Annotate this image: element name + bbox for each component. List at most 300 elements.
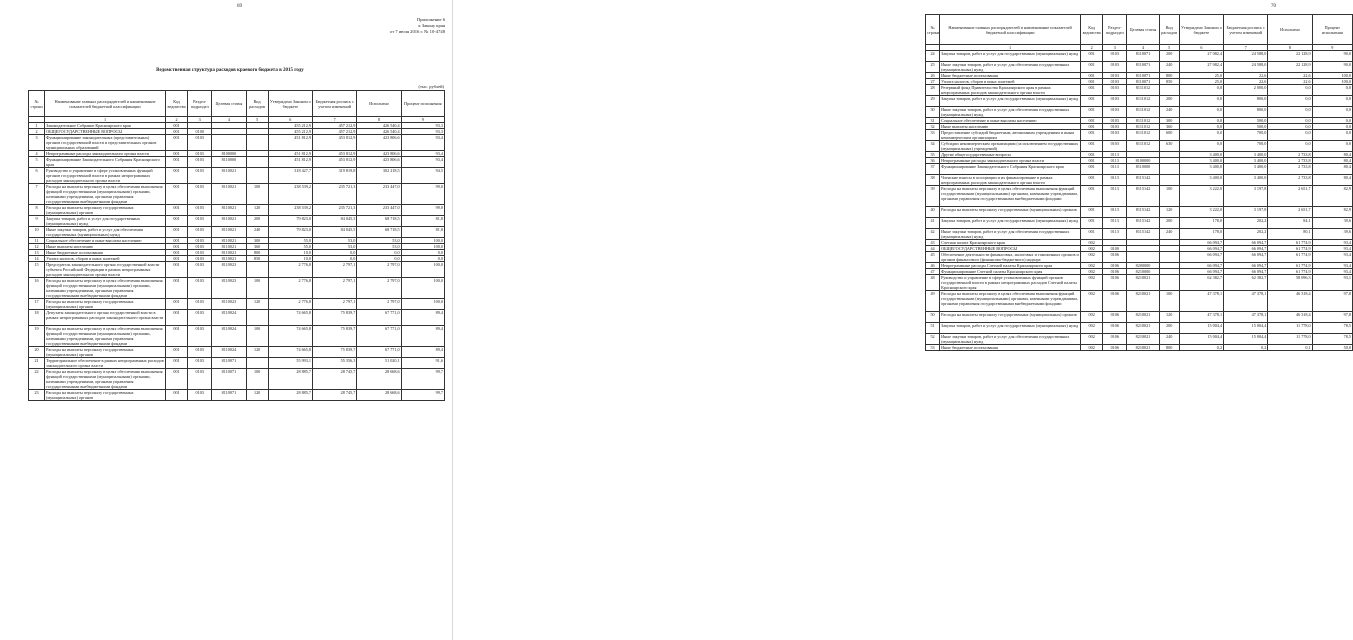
table-cell: 0,2 — [1224, 345, 1268, 351]
table-cell: 90,0 — [1312, 62, 1352, 73]
row-number-cell: 44 — [926, 246, 940, 252]
table-cell: 84,1 — [1268, 218, 1312, 229]
column-header: Целевая статья — [212, 91, 246, 117]
table-cell: 0113 — [1103, 229, 1127, 240]
table-cell: 0103 — [188, 358, 212, 369]
row-number-cell: 8 — [29, 205, 45, 216]
table-cell: 0103 — [1103, 51, 1127, 62]
table-cell: 0,0 — [1312, 107, 1352, 118]
table-cell: 0106 — [1103, 334, 1127, 345]
table-cell: 0103 — [188, 278, 212, 299]
row-label-cell: ОБЩЕГОСУДАРСТВЕННЫЕ ВОПРОСЫ — [940, 246, 1081, 252]
table-cell: 0103 — [188, 299, 212, 310]
table-cell: 8210021 — [1127, 323, 1159, 334]
table-cell: 8210021 — [1127, 345, 1159, 351]
row-number-cell: 50 — [926, 312, 940, 323]
table-cell: 93,4 — [1312, 252, 1352, 263]
row-number-cell: 52 — [926, 334, 940, 345]
column-header: Процент исполнения — [1312, 15, 1352, 45]
row-label-cell: Расходы на выплаты персоналу государственных (муниципальных) органов — [45, 299, 166, 310]
table-cell: 423 806,6 — [357, 135, 401, 151]
table-cell: 10,0 — [268, 250, 312, 256]
table-cell: 93,4 — [401, 135, 444, 151]
row-label-cell: Функционирование Законодательного Собрания Красноярского края — [940, 164, 1081, 175]
table-cell: 001 — [1081, 207, 1103, 218]
row-number-cell: 23 — [29, 390, 45, 401]
table-row — [926, 175, 1353, 186]
table-cell: 001 — [165, 250, 187, 256]
table-cell: 0,0 — [1268, 96, 1312, 107]
table-cell: 24 588,0 — [1224, 51, 1268, 62]
row-number-cell: 39 — [926, 186, 940, 207]
table-cell: 8210021 — [1127, 334, 1159, 345]
table-cell: 66 094,7 — [1179, 263, 1223, 269]
units-note: (тыс. рублей) — [418, 84, 444, 89]
table-cell: 28 668,6 — [357, 390, 401, 401]
table-cell: 0,0 — [1312, 141, 1352, 152]
table-cell: 002 — [1081, 269, 1103, 275]
table-row — [926, 51, 1353, 62]
table-cell: 451 812,9 — [268, 135, 312, 151]
row-label-cell: Расходы на выплаты персоналу в целях обеспечения выполнения функций государственными (муниципальными) органами, казенными учреждениями, органами управления государственными внебюджетными фондами — [940, 291, 1081, 312]
column-number-cell: 4 — [212, 117, 246, 123]
table-cell: 90,0 — [1312, 51, 1352, 62]
table-cell: 0106 — [1103, 323, 1127, 334]
table-cell: 53,0 — [357, 238, 401, 244]
table-cell: 68 718,5 — [357, 227, 401, 238]
table-cell: 001 — [1081, 152, 1103, 158]
row-label-cell: Иные бюджетные ассигнования — [940, 345, 1081, 351]
row-number-cell: 15 — [29, 262, 45, 278]
row-label-cell: Предоставление субсидий бюджетным, автономным учреждениям и иным некоммерческим организациям — [940, 130, 1081, 141]
table-cell: 001 — [165, 129, 187, 135]
table-cell: 66 094,7 — [1179, 269, 1223, 275]
table-cell: 202,2 — [1224, 229, 1268, 240]
table-cell: 2 000,0 — [1224, 85, 1268, 96]
table-cell: 3 400,0 — [1224, 175, 1268, 186]
table-cell: 99,0 — [401, 205, 444, 216]
table-cell: 0103 — [188, 151, 212, 157]
row-number-cell: 10 — [29, 227, 45, 238]
table-cell: 39,6 — [1312, 229, 1352, 240]
table-cell: 001 — [165, 184, 187, 205]
table-cell: 81,8 — [401, 227, 444, 238]
table-cell: 500,0 — [1224, 124, 1268, 130]
row-label-cell: Социальное обеспечение и иные выплаты населению — [45, 238, 166, 244]
table-cell: 0,2 — [1179, 345, 1223, 351]
table-row — [29, 278, 445, 299]
column-number-cell: 1 — [940, 45, 1081, 51]
table-cell: 22 128,9 — [1268, 62, 1312, 73]
table-cell: 300 — [246, 238, 268, 244]
table-cell: 0,0 — [1179, 141, 1223, 152]
table-cell — [1159, 85, 1179, 96]
table-cell: 28 885,7 — [268, 369, 312, 390]
column-header: Бюджетная роспись с учетом изменений — [313, 91, 357, 117]
table-cell: 80,4 — [1312, 152, 1352, 158]
table-cell: 8110071 — [212, 369, 246, 390]
row-number-cell: 46 — [926, 263, 940, 269]
table-cell: 0103 — [1103, 96, 1127, 107]
table-cell: 66 094,7 — [1224, 246, 1268, 252]
column-header: Код ведомства — [1081, 15, 1103, 45]
table-row — [926, 291, 1353, 312]
table-cell: 0,0 — [1312, 85, 1352, 96]
column-header: Код ведомства — [165, 91, 187, 117]
table-cell: 0,1 — [1268, 345, 1312, 351]
table-cell: 8110021 — [212, 250, 246, 256]
table-cell: 55,0 — [268, 244, 312, 250]
table-cell: 8110024 — [212, 326, 246, 347]
table-cell: 233 447,0 — [357, 205, 401, 216]
table-row — [926, 275, 1353, 291]
table-cell: 001 — [1081, 175, 1103, 186]
table-cell — [246, 157, 268, 168]
row-label-cell: Функционирование Счетной палаты Красноярского края — [940, 269, 1081, 275]
row-label-cell: Непрограммные расходы Счетной палаты Красноярского края — [940, 263, 1081, 269]
table-cell: 0103 — [188, 184, 212, 205]
table-row — [926, 252, 1353, 263]
table-cell: 0103 — [188, 369, 212, 390]
table-cell: 001 — [1081, 62, 1103, 73]
table-cell: 80,1 — [1268, 229, 1312, 240]
table-cell: 8110071 — [1127, 73, 1159, 79]
table-cell: 53,0 — [313, 238, 357, 244]
table-cell: 15 004,4 — [1179, 323, 1223, 334]
table-cell: 100 — [1159, 291, 1179, 312]
table-cell: 8110021 — [212, 244, 246, 250]
table-cell: 66 094,7 — [1179, 246, 1223, 252]
row-number-cell: 26 — [926, 73, 940, 79]
table-row — [29, 157, 445, 168]
row-number-cell: 31 — [926, 118, 940, 124]
row-label-cell: Счетная палата Красноярского края — [940, 240, 1081, 246]
table-row — [29, 205, 445, 216]
page-number: 69 — [237, 4, 242, 9]
table-cell: 178,0 — [1179, 218, 1223, 229]
table-cell: 47 378,1 — [1224, 312, 1268, 323]
column-header: № строки — [29, 91, 45, 117]
table-cell: 0103 — [1103, 130, 1127, 141]
table-cell: 0100 — [1103, 246, 1127, 252]
row-number-cell: 19 — [29, 326, 45, 347]
table-cell: 100,0 — [401, 278, 444, 299]
row-number-cell: 1 — [29, 123, 45, 129]
table-cell: 360 — [1159, 124, 1179, 130]
row-number-cell: 13 — [29, 250, 45, 256]
column-header: Исполнено — [357, 91, 401, 117]
table-cell: 61 774,9 — [1268, 269, 1312, 275]
column-number-cell: 9 — [401, 117, 444, 123]
table-cell: 8110000 — [212, 157, 246, 168]
table-cell: 80,4 — [1312, 164, 1352, 175]
table-cell: 3 197,8 — [1224, 207, 1268, 218]
table-cell: 240 — [1159, 62, 1179, 73]
table-cell: 0103 — [188, 262, 212, 278]
table-cell: 0,0 — [357, 256, 401, 262]
table-cell: 2 776,8 — [268, 262, 312, 278]
table-cell: 001 — [1081, 73, 1103, 79]
column-number-cell: 5 — [1159, 45, 1179, 51]
table-cell: 453 812,9 — [313, 135, 357, 151]
table-cell: 002 — [1081, 323, 1103, 334]
table-cell: 800 — [1159, 345, 1179, 351]
table-row — [29, 369, 445, 390]
table-cell: 39,6 — [1312, 218, 1352, 229]
table-cell: 22,6 — [1268, 79, 1312, 85]
table-cell: 2 651,7 — [1268, 207, 1312, 218]
table-cell: 8110024 — [212, 310, 246, 326]
table-cell: 426 540,4 — [357, 123, 401, 129]
row-label-cell: Расходы на выплаты персоналу в целях обеспечения выполнения функций государственными (муниципальными) органами, казенными учреждениями, органами управления государственными внебюджетными фондами — [45, 369, 166, 390]
table-cell: 55 993,1 — [268, 358, 312, 369]
table-cell: 100 — [246, 278, 268, 299]
table-cell: 66 094,7 — [1179, 240, 1223, 246]
table-cell: 426 540,4 — [357, 129, 401, 135]
table-row — [926, 334, 1353, 345]
table-cell: 75 839,7 — [313, 347, 357, 358]
table-cell: 94,5 — [401, 168, 444, 184]
table-cell: 120 — [246, 390, 268, 401]
table-row — [29, 299, 445, 310]
table-cell: 001 — [1081, 229, 1103, 240]
table-cell: 800 — [1159, 73, 1179, 79]
table-cell: 423 806,6 — [357, 151, 401, 157]
table-cell: 0,0 — [1268, 85, 1312, 96]
table-cell: 002 — [1081, 240, 1103, 246]
table-cell: 27 082,4 — [1179, 62, 1223, 73]
table-cell: 0103 — [188, 238, 212, 244]
table-cell: 93,4 — [401, 151, 444, 157]
table-cell: 0,0 — [1179, 107, 1223, 118]
table-cell: 300 — [1159, 118, 1179, 124]
row-number-cell: 21 — [29, 358, 45, 369]
row-label-cell: Расходы на выплаты персоналу государственных (муниципальных) органов — [940, 207, 1081, 218]
table-cell — [212, 135, 246, 151]
table-cell: 2 797,1 — [313, 278, 357, 299]
row-label-cell: Уплата налогов, сборов и иных платежей — [940, 79, 1081, 85]
table-cell: 93,3 — [401, 123, 444, 129]
row-number-cell: 33 — [926, 130, 940, 141]
table-cell: 8110071 — [212, 390, 246, 401]
table-cell: 100 — [246, 369, 268, 390]
table-cell: 3 400,0 — [1224, 158, 1268, 164]
column-number-cell: 9 — [1312, 45, 1352, 51]
table-cell — [1159, 164, 1179, 175]
table-cell: 0,0 — [357, 250, 401, 256]
table-cell: 001 — [1081, 51, 1103, 62]
table-cell: 120 — [246, 347, 268, 358]
table-cell: 93,4 — [1312, 269, 1352, 275]
row-label-cell: Расходы на выплаты персоналу в целях обеспечения выполнения функций государственными (муниципальными) органами, казенными учреждениями, органами управления государственными внебюджетными фондами — [940, 186, 1081, 207]
row-number-cell: 5 — [29, 157, 45, 168]
table-cell: 75 839,7 — [313, 326, 357, 347]
table-cell: 46 318,4 — [1268, 291, 1312, 312]
table-cell: 0106 — [1103, 275, 1127, 291]
table-cell: 74 665,8 — [268, 310, 312, 326]
table-cell: 2 733,8 — [1268, 164, 1312, 175]
table-cell: 8115142 — [1127, 175, 1159, 186]
row-number-cell: 53 — [926, 345, 940, 351]
table-cell: 2 797,0 — [357, 299, 401, 310]
table-cell: 8110023 — [212, 262, 246, 278]
table-cell: 8110021 — [212, 227, 246, 238]
table-cell: 8111012 — [1127, 124, 1159, 130]
row-label-cell: Руководство и управление в сфере установленных функций органов государственной власти в рамках непрограммных расходов законодательного органа власти — [45, 168, 166, 184]
table-cell: 2 733,8 — [1268, 152, 1312, 158]
table-cell: 001 — [165, 256, 187, 262]
table-cell: 200 — [1159, 96, 1179, 107]
table-cell: 0103 — [188, 250, 212, 256]
table-cell: 61 774,9 — [1268, 263, 1312, 269]
table-cell: 93,4 — [1312, 246, 1352, 252]
table-cell: 8110000 — [1127, 164, 1159, 175]
table-cell: 001 — [165, 278, 187, 299]
column-number-cell: 2 — [1081, 45, 1103, 51]
table-cell: 0103 — [188, 216, 212, 227]
column-number-cell: 5 — [246, 117, 268, 123]
column-number-cell: 1 — [45, 117, 166, 123]
table-cell: 8110021 — [212, 205, 246, 216]
table-cell: 2 733,8 — [1268, 175, 1312, 186]
table-cell: 67 771,0 — [357, 347, 401, 358]
table-cell: 8111012 — [1127, 118, 1159, 124]
appendix-line: от 7 июля 2016 г. № 10-4748 — [389, 29, 445, 34]
column-number-cell: 3 — [188, 117, 212, 123]
table-cell: 8115142 — [1127, 218, 1159, 229]
table-cell: 0,0 — [401, 250, 444, 256]
table-cell: 0103 — [188, 227, 212, 238]
table-row — [29, 216, 445, 227]
row-number-cell: 32 — [926, 124, 940, 130]
table-cell: 457 212,9 — [313, 129, 357, 135]
row-label-cell: Председатель законодательного органа государственной власти субъекта Российской Федерации в рамках непрограммных расходов законодательного органа власти — [45, 262, 166, 278]
table-cell: 8100000 — [212, 151, 246, 157]
table-cell: 200 — [246, 216, 268, 227]
table-cell: 22,6 — [1224, 79, 1268, 85]
table-cell: 2 797,0 — [357, 262, 401, 278]
table-row — [29, 347, 445, 358]
row-number-cell: 47 — [926, 269, 940, 275]
table-cell: 302 218,5 — [357, 168, 401, 184]
row-number-cell: 28 — [926, 85, 940, 96]
table-cell: 28 745,7 — [313, 390, 357, 401]
row-number-cell: 11 — [29, 238, 45, 244]
table-cell: 100,0 — [401, 238, 444, 244]
table-cell: 700,0 — [1224, 141, 1268, 152]
table-cell: 0103 — [188, 244, 212, 250]
row-label-cell: Непрограммные расходы законодательного органа власти — [45, 151, 166, 157]
table-cell: 0,0 — [1312, 124, 1352, 130]
table-row — [29, 135, 445, 151]
table-cell: 100,0 — [401, 244, 444, 250]
column-number-cell: 7 — [313, 117, 357, 123]
row-label-cell: Функционирование Законодательного Собрания Красноярского края — [45, 157, 166, 168]
row-number-cell: 29 — [926, 96, 940, 107]
table-cell: 3 400,0 — [1224, 152, 1268, 158]
table-cell: 8110023 — [212, 299, 246, 310]
table-cell: 235 721,3 — [313, 184, 357, 205]
table-cell: 001 — [165, 262, 187, 278]
row-number-cell: 51 — [926, 323, 940, 334]
table-cell: 84 045,5 — [313, 216, 357, 227]
column-number-cell: 8 — [357, 117, 401, 123]
table-cell: 800,0 — [1224, 107, 1268, 118]
table-cell: 002 — [1081, 291, 1103, 312]
table-row — [926, 186, 1353, 207]
table-cell: 93,4 — [1312, 240, 1352, 246]
table-cell: 0113 — [1103, 158, 1127, 164]
table-cell: 120 — [1159, 207, 1179, 218]
row-number-cell: 17 — [29, 299, 45, 310]
column-header: Исполнено — [1268, 15, 1312, 45]
row-number-cell: 7 — [29, 184, 45, 205]
table-header-row — [926, 15, 1353, 45]
table-cell: 8111012 — [1127, 96, 1159, 107]
table-cell: 8115142 — [1127, 229, 1159, 240]
table-cell: 800,0 — [1224, 96, 1268, 107]
left-page — [0, 0, 452, 640]
row-label-cell: Иные закупки товаров, работ и услуг для обеспечения государственных (муниципальных) нужд — [45, 227, 166, 238]
table-cell: 120 — [246, 299, 268, 310]
table-cell: 001 — [1081, 158, 1103, 164]
table-header-row — [29, 91, 445, 117]
table-cell: 233 447,0 — [357, 184, 401, 205]
table-cell: 200 — [1159, 218, 1179, 229]
row-number-cell: 34 — [926, 141, 940, 152]
table-cell: 0,0 — [1179, 124, 1223, 130]
row-label-cell: Резервный фонд Правительства Красноярского края в рамках непрограммных расходов законодательного органа власти — [940, 85, 1081, 96]
table-cell: 28 745,7 — [313, 369, 357, 390]
table-cell: 0,0 — [1312, 118, 1352, 124]
table-cell: 001 — [165, 369, 187, 390]
table-row — [926, 218, 1353, 229]
row-number-cell: 43 — [926, 240, 940, 246]
table-cell: 600 — [1159, 130, 1179, 141]
table-row — [926, 62, 1353, 73]
table-cell: 89,4 — [401, 310, 444, 326]
table-cell: 61 774,9 — [1268, 252, 1312, 263]
table-cell: 001 — [165, 390, 187, 401]
table-cell: 82,9 — [1312, 186, 1352, 207]
table-cell: 0103 — [1103, 107, 1127, 118]
table-cell: 0,0 — [1268, 130, 1312, 141]
row-number-cell: 20 — [29, 347, 45, 358]
table-cell: 100,0 — [1312, 73, 1352, 79]
row-number-cell: 35 — [926, 152, 940, 158]
table-cell: 0113 — [1103, 186, 1127, 207]
table-cell: 001 — [165, 168, 187, 184]
table-cell: 001 — [165, 123, 187, 129]
row-label-cell: Непрограммные расходы законодательного органа власти — [940, 158, 1081, 164]
table-cell: 001 — [1081, 130, 1103, 141]
table-row — [926, 130, 1353, 141]
table-cell: 8111012 — [1127, 130, 1159, 141]
table-cell: 99,0 — [401, 184, 444, 205]
table-cell — [1159, 252, 1179, 263]
table-cell: 001 — [1081, 186, 1103, 207]
table-cell: 0,0 — [1179, 118, 1223, 124]
table-cell: 2 733,8 — [1268, 158, 1312, 164]
column-number-cell: 2 — [165, 117, 187, 123]
table-cell: 0103 — [1103, 124, 1127, 130]
table-cell: 002 — [1081, 263, 1103, 269]
table-cell: 15 004,4 — [1224, 323, 1268, 334]
table-cell: 001 — [1081, 107, 1103, 118]
column-header: Утверждено Законом о бюджете — [268, 91, 312, 117]
row-number-cell: 24 — [926, 51, 940, 62]
table-row — [926, 207, 1353, 218]
